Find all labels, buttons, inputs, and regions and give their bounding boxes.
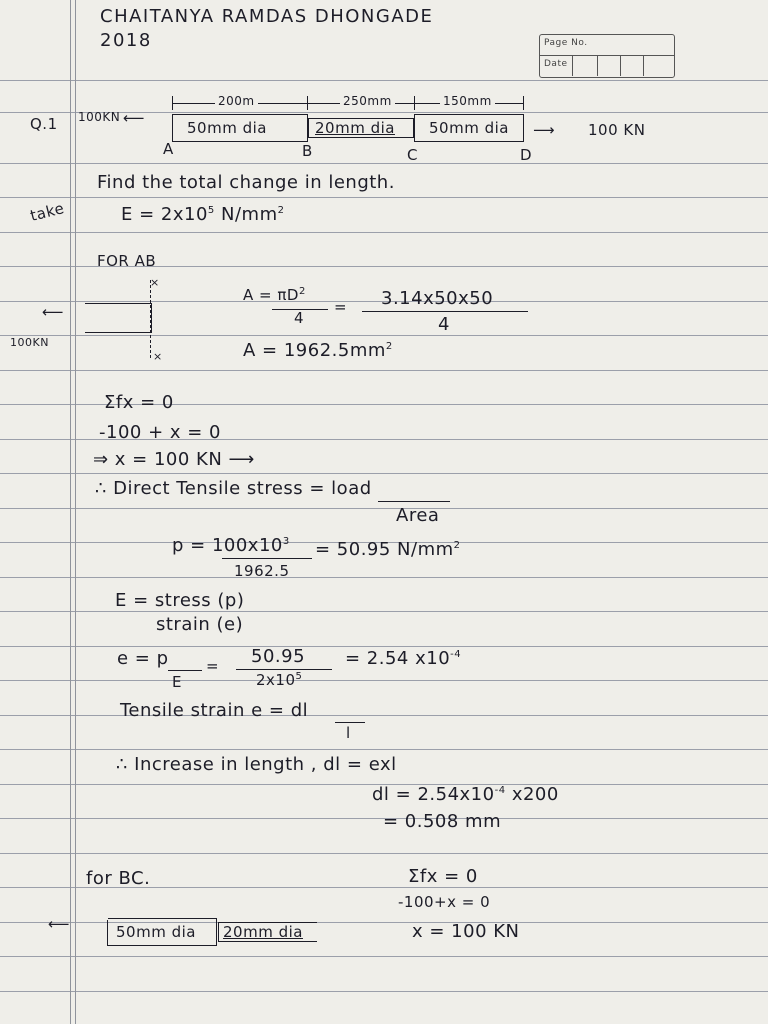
notebook-page: CHAITANYA RAMDAS DHONGADE 2018 Page No. Date Q.1 100KN ⟵ 200m 250mm 150mm 50mm dia 20mm dia 50mm dia ⟶ 100 KN A B C D Find the total change in length. take $E = 2x10^5$ $N/mm^2$ FOR AB × × ⟵ 100KN $A = \pi D^2$ 4 = 3.14x50x50 4 $A = 1962.5mm^2$ Σfx = 0 -100 + x = 0 ⇒ x = 100 KN ⟶ ∴ Direct Tensile stress = load Area $p = 100x10^3$ 1962.5 = 50.95 $N/mm^2$ E = stress (p) strain (e) e = p E = 50.95 $2x10^5$ = 2.54 $x10^{-4}$ Tensile strain e = dl l ∴ Increase in length , dl = exl dl = $2.54x10^{-4}$ x200 = 0.508 mm for BC. Σfx = 0 -100+x = 0 x = 100 KN ⟵ 50mm dia 20mm dia	[0, 0, 768, 1024]
area-result: $A = 1962.5mm^2$	[243, 340, 393, 361]
margin-line	[75, 0, 76, 1024]
for-bc-heading: for BC.	[86, 868, 151, 889]
rule-line	[0, 991, 768, 992]
author-name: CHAITANYA RAMDAS DHONGADE	[100, 6, 434, 27]
area-formula: $A = \pi D^2$	[243, 286, 306, 304]
bc-load-arrow: ⟵	[48, 915, 71, 933]
stress-result: = 50.95 $N/mm^2$	[315, 539, 461, 560]
take-label: take	[28, 199, 67, 225]
bc-segment-1: 50mm dia	[108, 918, 217, 946]
ab-load-label: 100KN	[10, 336, 49, 349]
increase-in-length: ∴ Increase in length , dl = exl	[116, 754, 397, 775]
dl-result: = 0.508 mm	[383, 811, 502, 832]
bc-equilibrium-result: x = 100 KN	[412, 921, 520, 942]
rule-line	[0, 232, 768, 233]
rule-line	[0, 473, 768, 474]
rule-line	[0, 956, 768, 957]
modulus-definition: E = stress (p)	[115, 590, 245, 611]
rule-line	[0, 197, 768, 198]
equilibrium-result: ⇒ x = 100 KN ⟶	[93, 449, 255, 470]
point-d: D	[520, 146, 533, 164]
section-cut	[150, 280, 151, 358]
rule-line	[0, 508, 768, 509]
rule-line	[0, 749, 768, 750]
rule-line	[0, 80, 768, 81]
right-load-arrow: ⟶	[533, 121, 556, 139]
tensile-strain: Tensile strain e = dl	[120, 700, 309, 721]
rule-line	[0, 163, 768, 164]
dimension-ab: 200m	[215, 94, 258, 108]
modulus-definition-den: strain (e)	[156, 614, 244, 635]
dl-calc: dl = $2.54x10^{-4}$ x200	[372, 784, 559, 805]
area-calc-den: 4	[438, 314, 450, 335]
bc-equilibrium-eq: -100+x = 0	[398, 893, 491, 911]
rule-line	[0, 577, 768, 578]
rule-line	[0, 853, 768, 854]
right-load-label: 100 KN	[588, 121, 646, 139]
area-calc-num: 3.14x50x50	[381, 288, 494, 309]
rule-line	[0, 611, 768, 612]
strain-formula: e = p	[117, 648, 169, 669]
point-b: B	[302, 142, 313, 160]
equilibrium-sum: Σfx = 0	[104, 392, 174, 413]
rule-line	[0, 646, 768, 647]
point-c: C	[407, 146, 418, 164]
rule-line	[0, 715, 768, 716]
left-load-label: 100KN	[78, 110, 121, 124]
strain-den: $2x10^5$	[256, 671, 303, 689]
bc-equilibrium-sum: Σfx = 0	[408, 866, 478, 887]
strain-num: 50.95	[251, 646, 306, 667]
page-no-label: Page No.	[544, 38, 588, 48]
segment-ab: 50mm dia	[172, 114, 308, 142]
date-label: Date	[544, 59, 568, 69]
dimension-bc: 250mm	[340, 94, 395, 108]
rule-line	[0, 335, 768, 336]
stress-calc: $p = 100x10^3$	[172, 535, 290, 556]
bc-segment-2: 20mm dia	[218, 922, 317, 942]
question-label: Q.1	[30, 115, 58, 133]
segment-bc: 20mm dia	[308, 118, 414, 138]
ab-load-arrow: ⟵	[42, 303, 65, 321]
for-ab-heading: FOR AB	[97, 252, 157, 270]
rule-line	[0, 680, 768, 681]
dimension-cd: 150mm	[440, 94, 495, 108]
stress-definition-den: Area	[396, 505, 440, 526]
ab-free-body	[85, 303, 152, 333]
segment-cd: 50mm dia	[414, 114, 524, 142]
left-load-arrow: ⟵	[123, 109, 146, 127]
author-year: 2018	[100, 30, 152, 51]
margin-line	[70, 0, 71, 1024]
rule-line	[0, 370, 768, 371]
modulus-given: $E = 2x10^5$ $N/mm^2$	[121, 204, 285, 225]
stress-definition: ∴ Direct Tensile stress = load	[95, 478, 372, 499]
strain-result: = 2.54 $x10^{-4}$	[345, 648, 462, 669]
page-meta-box	[539, 34, 675, 78]
problem-statement: Find the total change in length.	[97, 172, 395, 193]
stress-calc-den: 1962.5	[234, 562, 290, 580]
point-a: A	[163, 140, 174, 158]
equilibrium-eq: -100 + x = 0	[99, 422, 222, 443]
